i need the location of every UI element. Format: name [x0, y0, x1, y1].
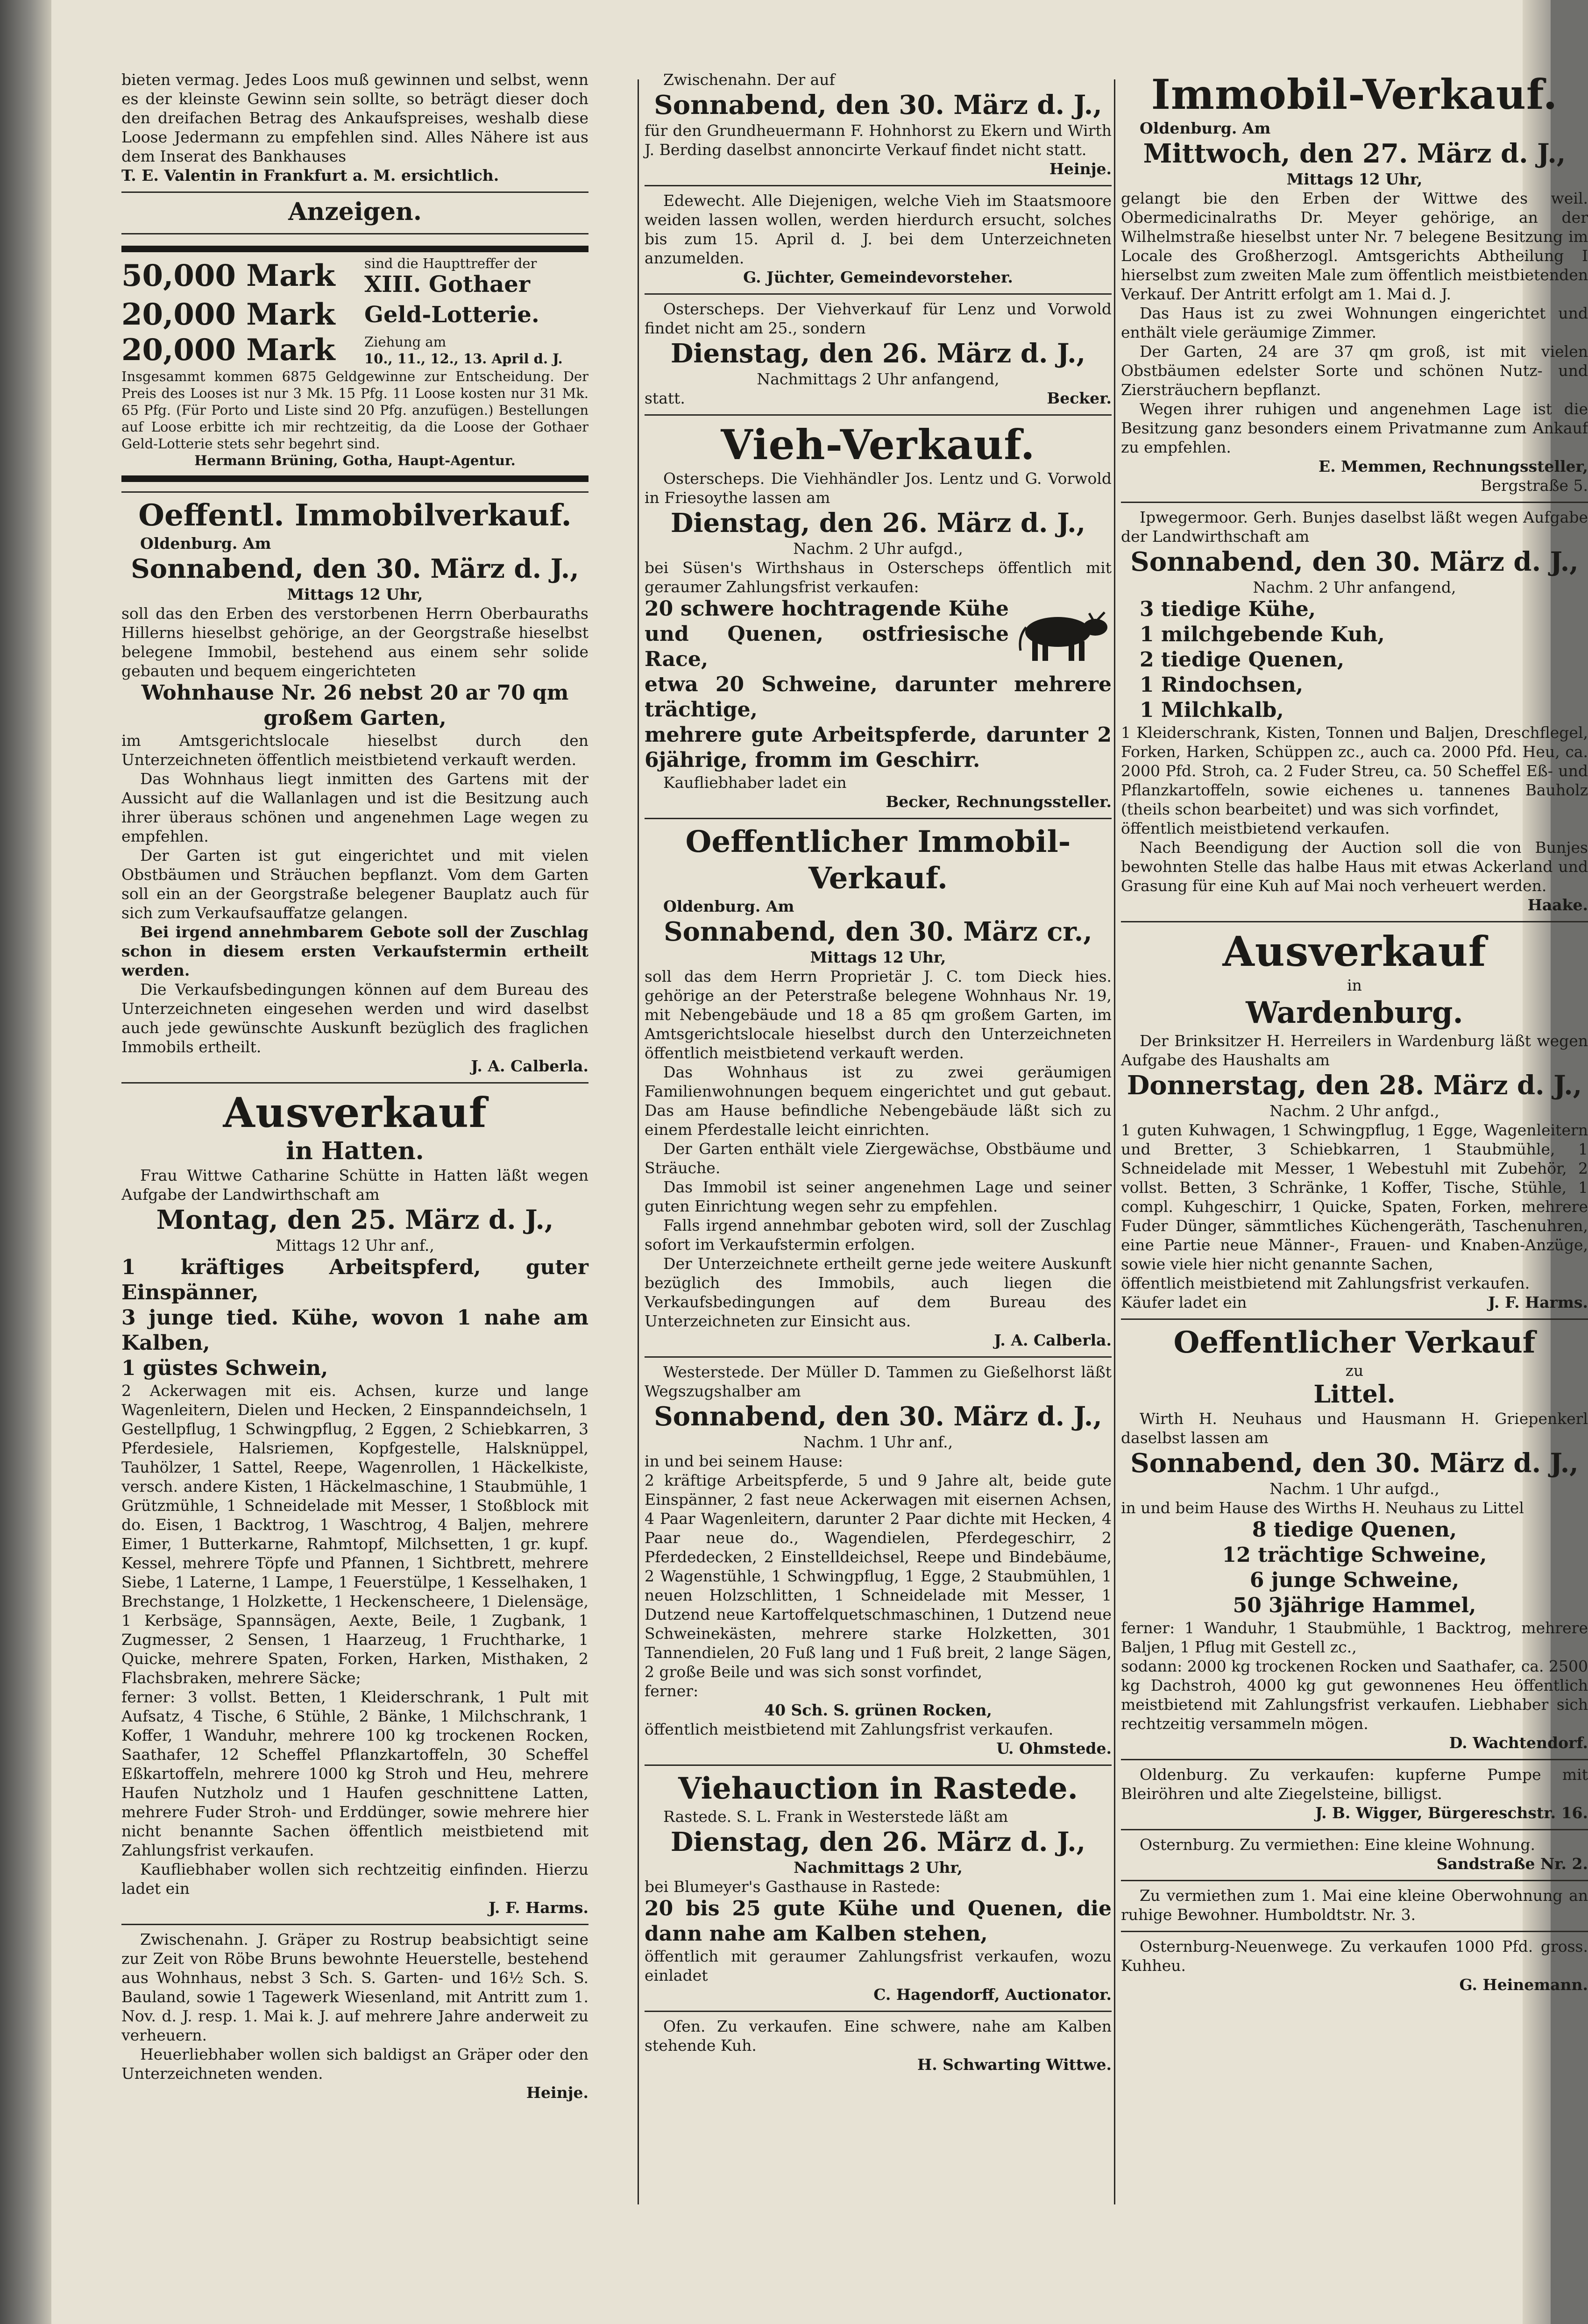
ad-body: Frau Wittwe Catharine Schütte in Hatten läßt wegen Aufgabe der Landwirthschaft am — [121, 1166, 588, 1204]
lottery-row — [121, 255, 588, 297]
ad-body: Der Unterzeichnete ertheilt gerne jede weitere Auskunft bezüglich des Immobils, auch liegen die Verkaufsbedingungen auf dem Bureau des Unterzeichneten zur Einsicht aus. — [645, 1254, 1112, 1330]
ad-signature: H. Schwarting Wittwe. — [917, 2055, 1112, 2074]
ad-time: Nachm. 1 Uhr aufgd., — [1269, 1480, 1439, 1498]
ad-body: Bei irgend annehmbarem Gebote soll der Zuschlag schon in diesem ersten Verkaufstermin ertheilt werden. — [121, 923, 588, 979]
ad-body: bei Süsen's Wirthshaus in Osterscheps öffentlich mit geraumer Zahlungsfrist verkaufen: — [645, 559, 1112, 596]
ad-body: Nach Beendigung der Auction soll die von Bunjes bewohnten Stelle das halbe Haus mit etwas Ackerland und Grasung für eine Kuh auf Mai noch verheuert werden. — [1121, 838, 1588, 895]
ad-signature: Becker. — [1047, 389, 1112, 407]
ad-time: Nachm. 1 Uhr anf., — [803, 1433, 953, 1451]
ad-title: Oeffentl. Immobilverkauf. — [138, 498, 572, 533]
prize-amount: 50,000 Mark — [121, 258, 335, 293]
zwischenahn-notice — [121, 1925, 588, 2109]
ad-date: Dienstag, den 26. März d. J., — [670, 1827, 1086, 1857]
ad-signature: J. F. Harms. — [488, 1899, 588, 1917]
cow-icon — [1009, 604, 1112, 665]
ad-date: Sonnabend, den 30. März d. J., — [654, 1401, 1102, 1432]
ad-highlight: Wohnhause Nr. 26 nebst 20 ar 70 qm großem Garten, — [141, 681, 569, 730]
immobil-ad-1 — [121, 493, 588, 1084]
thick-rule — [121, 246, 588, 252]
ad-body: öffentlich mit geraumer Zahlungsfrist verkaufen, wozu einladet — [645, 1947, 1112, 1984]
ad-body: in und bei seinem Hause: — [645, 1452, 843, 1470]
ad-body: Falls irgend annehmbar geboten wird, soll der Zuschlag sofort im Verkaufstermin erfolgen. — [645, 1216, 1112, 1254]
oldenburg-sale-notice — [1121, 1760, 1588, 1830]
ad-signature: J. A. Calberla. — [994, 1331, 1112, 1349]
zwischenahn-cancel-notice — [645, 65, 1112, 186]
ad-time: Nachmittags 2 Uhr anfangend, — [757, 370, 1000, 388]
ad-connector: zu — [1345, 1361, 1364, 1380]
ad-body: Wegen ihrer ruhigen und angenehmen Lage ist die Besitzung ganz besonders einem Privatmanne zum Ankauf zu empfehlen. — [1121, 400, 1588, 456]
ad-body: Westerstede. Der Müller D. Tammen zu Gießelhorst läßt Wegszugshalber am — [645, 1363, 1112, 1400]
ad-signature: G. Heinemann. — [1459, 1976, 1588, 1994]
ad-body: Ipwegermoor. Gerh. Bunjes daselbst läßt wegen Aufgabe der Landwirthschaft am — [1121, 508, 1588, 546]
ad-item: 20 schwere hochtragende Kühe und Quenen, ostfriesische Race, — [645, 597, 1009, 671]
ad-body: 2 Ackerwagen mit eis. Achsen, kurze und lange Wagenleitern, Dielen und Hecken, 2 Einspanndeichseln, 1 Gestellpflug, 1 Schwingpflug, 2 Eggen, 2 Schiebkarren, 3 Pferdesiele, Halsriemen, Kopfgestelle, Halsknüppel, Tauhölzer, 1 Sattel, Reepe, Wagenrollen, 1 Häckelkiste, versch. andere Kisten, 1 Häckelmaschine, 1 Staubmühle, 1 Grützmühle, 1 Schneidelade mit Messer, 1 Stoßblock mit do. Eisen, 1 Backtrog, 1 Waschtrog, 4 Baljen, mehrere Eimer, 1 Butterkarne, Rahmtopf, Milchsetten, 1 gr. kupf. Kessel, mehrere Töpfe und Pfannen, 1 Sichtbrett, mehrere Siebe, 1 Laterne, 1 Lampe, 1 Feuerstülpe, 1 Kesselhaken, 1 Brechstange, 1 Holzkette, 1 Heckenscheere, 1 Dielensäge, 1 Kerbsäge, Spannsägen, Aexte, Beile, 1 Zugbank, 1 Zugmesser, 2 Sensen, 1 Haarzeug, 1 Fruchtharke, 1 Quicke, mehrere Spaten, Forken, Harken, Misthaken, 2 Flachsbraken, mehrere Säcke; — [121, 1382, 588, 1687]
ad-time: Mittags 12 Uhr anf., — [276, 1236, 434, 1254]
notice-signature: T. E. Valentin in Frankfurt a. M. ersichtlich. — [121, 166, 499, 184]
ad-item: 40 Sch. S. grünen Rocken, — [764, 1701, 992, 1719]
immobil-ad-3 — [1121, 65, 1588, 503]
ad-signature: Heinje. — [1049, 160, 1112, 178]
ad-item: 3 tiedige Kühe, — [1140, 597, 1316, 621]
ad-signature: Haake. — [1527, 896, 1588, 914]
ad-body: Zwischenahn. J. Gräper zu Rostrup beabsichtigt seine zur Zeit von Röbe Bruns bewohnte Heuerstelle, bestehend aus Wohnhaus, nebst 3 Sch. S. Garten- und 16½ Sch. S. Bauland, sowie 1 Tagewerk Wiesenland, mit Antritt zum 1. Nov. d. J. resp. 1. Mai k. J. auf mehrere Jahre anderweit zu verheuern. — [121, 1930, 588, 2044]
ad-time: Nachm. 2 Uhr anfgd., — [1269, 1102, 1439, 1120]
ad-date: Sonnabend, den 30. März cr., — [664, 916, 1092, 947]
ad-body: Der Brinksitzer H. Herreilers in Wardenburg läßt wegen Aufgabe des Haushalts am — [1121, 1032, 1588, 1069]
ad-item: 1 milchgebende Kuh, — [1140, 623, 1385, 646]
ofen-notice — [645, 2012, 1112, 2081]
ad-subtitle: in Hatten. — [286, 1137, 424, 1165]
ad-signature: J. F. Harms. — [1488, 1293, 1588, 1311]
ad-title: Immobil-Verkauf. — [1151, 70, 1558, 119]
ad-date: Mittwoch, den 27. März d. J., — [1143, 138, 1566, 169]
item-with-cow — [645, 596, 1112, 672]
ipwegermoor-ad — [1121, 503, 1588, 922]
vieh-verkauf-ad — [645, 416, 1112, 819]
ad-signature: J. B. Wigger, Bürgereschstr. 16. — [1315, 1804, 1588, 1822]
prize-caption: sind die Haupttreffer der — [364, 255, 537, 271]
ad-signature: U. Ohmstede. — [996, 1739, 1112, 1757]
ad-body: soll das dem Herrn Proprietär J. C. tom Dieck hies. gehörige an der Peterstraße belegene Wohnhaus Nr. 19, mit Nebengebäude und 18 a 85 qm großem Garten, im Amtsgerichtslocale hieselbst durch den Unterzeichneten öffentlich meistbietend verkauft werden. — [645, 967, 1112, 1062]
ad-body: Zu vermiethen zum 1. Mai eine kleine Oberwohnung an ruhige Bewohner. Humboldtstr. Nr. 3. — [1121, 1886, 1588, 1924]
ad-body: Der Garten enthält viele Ziergewächse, Obstbäume und Sträuche. — [645, 1140, 1112, 1177]
column-3 — [1121, 65, 1588, 2001]
ad-time: Mittags 12 Uhr, — [810, 948, 946, 966]
notice-body: bieten vermag. Jedes Loos muß gewinnen und selbst, wenn es der kleinste Gewinn sein sollte, so beträgt dieser doch den dreifachen Betrag des Ankaufspreises, weshalb diese Loose Jedermann zu empfehlen sind. Alles Nähere ist aus dem Inserat des Bankhauses — [121, 71, 588, 165]
ad-body: Osternburg-Neuenwege. Zu verkaufen 1000 Pfd. gross. Kuhheu. — [1121, 1937, 1588, 1975]
ad-body: in und beim Hause des Wirths H. Neuhaus zu Littel — [1121, 1499, 1524, 1517]
ad-body: 2 kräftige Arbeitspferde, 5 und 9 Jahre alt, beide gute Einspänner, 2 fast neue Ackerwagen mit eisernen Achsen, 4 Paar Wagenleitern, darunter 2 Paar dichte mit Hecken, 4 Paar neue do., Wagendielen, Pferdegeschirr, 2 Pferdedecken, 2 Einstelldeichsel, Reepe und Bindebäume, 2 Wagenstühle, 1 Schwingpflug, 1 Egge, 2 Staubmühlen, 1 neuen Holzschlitten, 1 Schneidelade mit Messer, 1 Dutzend neue Kartoffelquetschmaschinen, 1 Dutzend neue Schweinekästen, mehrere starke Holzketten, 301 Tannendielen, 20 Fuß lang und 1 Fuß breit, 2 lange Sägen, 2 große Beile und was sich sonst vorfindet, — [645, 1471, 1112, 1681]
ad-place-title: Littel. — [1313, 1380, 1396, 1409]
ad-place-title: Wardenburg. — [1246, 995, 1463, 1030]
ad-body: Oldenburg. Zu verkaufen: kupferne Pumpe mit Bleiröhren und alte Ziegelsteine, billigst. — [1121, 1765, 1588, 1803]
ad-date: Montag, den 25. März d. J., — [156, 1205, 554, 1235]
ad-body: Käufer ladet ein — [1121, 1293, 1247, 1311]
lottery-ad — [121, 234, 588, 493]
ad-title: Ausverkauf — [223, 1088, 487, 1137]
thick-rule — [121, 475, 588, 482]
ad-title: Oeffentlicher Verkauf — [1173, 1325, 1536, 1360]
ad-body: soll das den Erben des verstorbenen Herrn Oberbauraths Hillerns hieselbst gehörige, an der Georgstraße hieselbst belegene Immobil, bestehend aus einem sehr solide gebauten und bequem eingerichteten — [121, 604, 588, 680]
ad-body: Die Verkaufsbedingungen können auf dem Bureau des Unterzeichneten eingesehen werden und wird daselbst auch jede gewünschte Auskunft bezüglich des fraglichen Immobils ertheilt. — [121, 980, 588, 1056]
wardenburg-ad — [1121, 922, 1588, 1320]
ad-item: etwa 20 Schweine, darunter mehrere trächtige, — [645, 673, 1112, 722]
ad-title: Viehauction in Rastede. — [678, 1771, 1078, 1806]
signature-row — [645, 389, 1112, 408]
ad-time: Nachm. 2 Uhr aufgd., — [793, 539, 963, 558]
ad-body: Kaufliebhaber ladet ein — [663, 773, 847, 792]
lottery-intro-notice — [121, 65, 588, 193]
ad-date: Sonnabend, den 30. März d. J., — [1130, 546, 1579, 577]
book-spine — [0, 0, 51, 2324]
edewecht-notice — [645, 186, 1112, 295]
immobil-ad-2 — [645, 819, 1112, 1358]
ad-body: sodann: 2000 kg trockenen Rocken und Saathafer, ca. 2500 kg Dachstroh, 4000 kg gut gewonnenes Heu öffentlich meistbietend mit Zahlungsfrist verkaufen. Liebhaber sich rechtzeitig versammeln mögen. — [1121, 1657, 1588, 1733]
ad-body: Zwischenahn. Der auf — [663, 71, 835, 89]
ad-body: öffentlich meistbietend verkaufen. — [1121, 819, 1390, 837]
column-2 — [645, 65, 1112, 2081]
ad-body: Wirth H. Neuhaus und Hausmann H. Griepenkerl daselbst lassen am — [1121, 1410, 1588, 1447]
lottery-name: Geld-Lotterie. — [364, 302, 539, 328]
column-rule — [1114, 79, 1115, 2204]
ad-signature: J. A. Calberla. — [471, 1057, 588, 1075]
ad-body: Das Haus ist zu zwei Wohnungen eingerichtet und enthält viele geräumige Zimmer. — [1121, 304, 1588, 341]
ad-place: Oldenburg. Am — [1140, 119, 1271, 137]
ad-body: Das Wohnhaus liegt inmitten des Gartens mit der Aussicht auf die Wallanlagen und ist die Besitzung auch ihrer überaus schönen und angenehmen Lage wegen zu empfehlen. — [121, 770, 588, 845]
ad-date: Dienstag, den 26. März d. J., — [670, 508, 1086, 538]
ad-body: Der Garten, 24 are 37 qm groß, ist mit vielen Obstbäumen edelster Sorte und schönen Nutz- und Ziersträuchern bepflanzt. — [1121, 342, 1588, 399]
draw-dates: 10., 11., 12., 13. April d. J. — [364, 351, 563, 367]
lottery-body: Insgesammt kommen 6875 Geldgewinne zur Entscheidung. Der Preis des Looses ist nur 3 Mk. 15 Pfg. 11 Loose kosten nur 31 Mk. 65 Pfg. (Für Porto und Liste sind 20 Pfg. anzufügen.) Bestellungen auf Loose erbitte ich mir rechtzeitig, da die Loose der Gothaer Geld-Lotterie stets sehr begehrt sind. — [121, 368, 588, 452]
ad-body: öffentlich meistbietend mit Zahlungsfrist verkaufen. — [645, 1720, 1054, 1738]
ad-body: Rastede. S. L. Frank in Westerstede läßt am — [663, 1807, 1008, 1826]
ad-date: Dienstag, den 26. März d. J., — [670, 338, 1086, 369]
ad-title: Ausverkauf — [1222, 927, 1487, 976]
ad-signature: G. Jüchter, Gemeindevorsteher. — [743, 268, 1013, 286]
lottery-signature: Hermann Brüning, Gotha, Haupt-Agentur. — [194, 453, 516, 468]
osternburg-rent-notice — [1121, 1830, 1588, 1881]
ad-item: 8 tiedige Quenen, — [1252, 1518, 1457, 1542]
ad-body: ferner: 1 Wanduhr, 1 Staubmühle, 1 Backtrog, mehrere Baljen, 1 Pflug mit Gestell zc., — [1121, 1619, 1588, 1656]
ad-date: Donnerstag, den 28. März d. J., — [1127, 1070, 1582, 1101]
ad-signature: E. Memmen, Rechnungssteller, — [1319, 457, 1588, 475]
lottery-row — [121, 333, 588, 368]
ad-item: mehrere gute Arbeitspferde, darunter 2 6jährige, fromm im Geschirr. — [645, 723, 1112, 772]
ad-item: 3 junge tied. Kühe, wovon 1 nahe am Kalben, — [121, 1306, 588, 1355]
section-heading: Anzeigen. — [288, 198, 422, 226]
ad-time: Mittags 12 Uhr, — [287, 585, 423, 603]
ad-body: ferner: 3 vollst. Betten, 1 Kleiderschrank, 1 Pult mit Aufsatz, 4 Tische, 6 Stühle, 2 Bänke, 1 Milchschrank, 1 Koffer, 1 Wanduhr, mehrere 100 kg trockenen Rocken, Saathafer, 12 Scheffel Pflanzkartoffeln, 30 Scheffel Eßkartoffeln, mehrere 1000 kg Stroh und Heu, mehrere Haufen Nutzholz und 1 Haufen geschnittene Latten, mehrere Fuder Stroh- und Erddünger, sowie mehrere hier nicht benannte Sachen öffentlich meistbietend mit Zahlungsfrist verkaufen. — [121, 1688, 588, 1859]
ad-body: ferner: — [645, 1682, 699, 1700]
ad-signature: D. Wachtendorf. — [1449, 1734, 1588, 1752]
ad-body: Das Wohnhaus ist zu zwei geräumigen Familienwohnungen bequem eingerichtet und gut gebaut. Das am Hause befindliche Nebengebäude läßt sich zu einem Pferdestalle leicht einrichten. — [645, 1063, 1112, 1139]
draw-caption: Ziehung am — [364, 334, 447, 350]
ad-signature: Heinje. — [526, 2083, 588, 2102]
ad-signature: Becker, Rechnungssteller. — [886, 793, 1112, 811]
ausverkauf-hatten-ad — [121, 1084, 588, 1925]
ad-body: im Amtsgerichtslocale hieselbst durch den Unterzeichneten öffentlich meistbietend verkauft werden. — [121, 731, 588, 769]
ad-body: Edewecht. Alle Diejenigen, welche Vieh im Staatsmoore weiden lassen wollen, werden hierdurch ersucht, solches bis zum 15. April d. J. bei dem Unterzeichneten anzumelden. — [645, 191, 1112, 267]
ad-body: öffentlich meistbietend mit Zahlungsfrist verkaufen. — [1121, 1274, 1530, 1292]
ad-item: 50 3jährige Hammel, — [1233, 1594, 1476, 1617]
ad-body: Das Immobil ist seiner angenehmen Lage und seiner guten Einrichtung wegen sehr zu empfehlen. — [645, 1178, 1112, 1215]
ad-time: Nachmittags 2 Uhr, — [794, 1858, 963, 1877]
signature-row — [1121, 1293, 1588, 1312]
ad-body: Osternburg. Zu vermiethen: Eine kleine Wohnung. — [1140, 1835, 1535, 1854]
ad-body: Kaufliebhaber wollen sich rechtzeitig einfinden. Hierzu ladet ein — [121, 1860, 588, 1898]
lottery-row — [121, 297, 588, 333]
prize-amount: 20,000 Mark — [121, 333, 335, 368]
ad-date: Sonnabend, den 30. März d. J., — [654, 90, 1102, 120]
ad-time: Mittags 12 Uhr, — [1286, 170, 1423, 188]
ad-signature: C. Hagendorff, Auctionator. — [873, 1985, 1112, 2004]
ad-item: 12 trächtige Schweine, — [1222, 1543, 1487, 1567]
ad-body: Ofen. Zu verkaufen. Eine schwere, nahe am Kalben stehende Kuh. — [645, 2017, 1112, 2055]
ad-connector: in — [1347, 976, 1362, 994]
ad-title: Vieh-Verkauf. — [721, 420, 1035, 469]
ad-body: 1 Kleiderschrank, Kisten, Tonnen und Baljen, Dreschflegel, Forken, Harken, Schüppen zc., auch ca. 2000 Pfd. Heu, ca. 2000 Pfd. Stroh, ca. 2 Fuder Streu, ca. 50 Scheffel Eß- und Pflanzkartoffeln, sowie eichenes u. tannenes Bauholz (theils schon bearbeitet) und was sich vorfindet, — [1121, 723, 1588, 818]
ad-body: bei Blumeyer's Gasthause in Rastede: — [645, 1878, 941, 1896]
ad-body: gelangt bie den Erben der Wittwe des weil. Obermedicinalraths Dr. Meyer gehörige, an der Wilhelmstraße hieselbst unter Nr. 7 belegene Besitzung im Locale des Großherzogl. Amtsgerichts Abtheilung I hierselbst zum zweiten Male zum öffentlich meistbietenden Verkauf. Der Antritt erfolgt am 1. Mai d. J. — [1121, 189, 1588, 303]
ad-item: 1 kräftiges Arbeitspferd, guter Einspänner, — [121, 1255, 588, 1304]
ad-title: Oeffentlicher Immobil-Verkauf. — [685, 824, 1071, 896]
ad-body: 1 guten Kuhwagen, 1 Schwingpflug, 1 Egge, Wagenleitern und Bretter, 3 Schiebkarren, 1 Staubmühle, 1 Schneidelade mit Messer, 1 Webestuhl mit Zubehör, 2 vollst. Betten, 3 Schränke, 1 Koffer, Tische, Stühle, 1 compl. Kuhgeschirr, 1 Quicke, Spaten, Forken, mehrere Fuder Dünger, sämmtliches Küchengeräth, Taschenuhren, eine Partie neue Männer-, Frauen- und Knaben-Anzüge, sowie viele hier nicht genannte Sachen, — [1121, 1121, 1588, 1273]
lottery-name: XIII. Gothaer — [364, 271, 531, 298]
ad-body: statt. — [645, 389, 685, 407]
ad-item: 1 Milchkalb, — [1140, 698, 1284, 722]
prize-amount: 20,000 Mark — [121, 297, 335, 332]
ad-address: Bergstraße 5. — [1481, 476, 1588, 495]
ad-date: Sonnabend, den 30. März d. J., — [1130, 1448, 1579, 1479]
rent-notice — [1121, 1881, 1588, 1932]
ad-item: 1 Rindochsen, — [1140, 673, 1304, 697]
ad-body: Heuerliebhaber wollen sich baldigst an Gräper oder den Unterzeichneten wenden. — [121, 2045, 588, 2083]
ad-body: für den Grundheuermann F. Hohnhorst zu Ekern und Wirth J. Berding daselbst annoncirte Verkauf findet nicht statt. — [645, 121, 1112, 159]
neuenwege-notice — [1121, 1932, 1588, 2001]
ad-signature: Sandstraße Nr. 2. — [1436, 1855, 1588, 1873]
ad-item: 6 junge Schweine, — [1249, 1568, 1460, 1592]
ad-date: Sonnabend, den 30. März d. J., — [131, 553, 579, 584]
ad-place: Oldenburg. Am — [140, 534, 271, 553]
ad-body: Osterscheps. Die Viehhändler Jos. Lentz und G. Vorwold in Friesoythe lassen am — [645, 469, 1112, 507]
ad-time: Nachm. 2 Uhr anfangend, — [1253, 578, 1456, 596]
ad-item: 20 bis 25 gute Kühe und Quenen, die dann nahe am Kalben stehen, — [645, 1897, 1112, 1946]
rastede-ad — [645, 1766, 1112, 2012]
ad-place: Oldenburg. Am — [663, 897, 794, 915]
column-1 — [121, 65, 588, 2109]
littel-ad — [1121, 1320, 1588, 1760]
osterscheps-notice — [645, 295, 1112, 416]
ad-body: Osterscheps. Der Viehverkauf für Lenz und Vorwold findet nicht am 25., sondern — [645, 300, 1112, 337]
column-rule — [638, 79, 639, 2204]
ad-item: 2 tiedige Quenen, — [1140, 648, 1345, 672]
westerstede-ad — [645, 1358, 1112, 1766]
ad-body: Der Garten ist gut eingerichtet und mit vielen Obstbäumen und Sträuchen bepflanzt. Vom dem Garten soll ein an der Georgstraße belegener Bauplatz auch für sich zum Verkaufsauffatze gelangen. — [121, 846, 588, 922]
ad-item: 1 güstes Schwein, — [121, 1356, 328, 1380]
anzeigen-heading-block — [121, 193, 588, 234]
